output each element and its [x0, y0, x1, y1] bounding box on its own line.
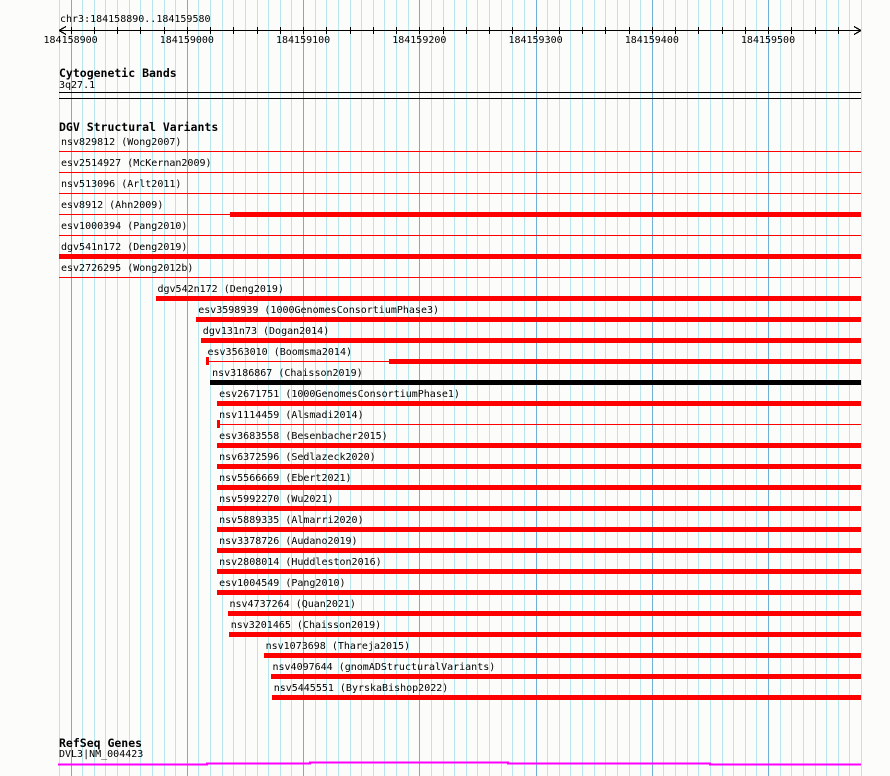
variant-label[interactable]: esv8912 (Ahn2009) [61, 200, 164, 211]
variant-label[interactable]: esv3563010 (Boomsma2014) [207, 347, 352, 358]
variant-label[interactable]: nsv6372596 (Sedlazeck2020) [219, 452, 376, 463]
variant-label[interactable]: dgv542n172 (Deng2019) [157, 284, 284, 295]
gene-line[interactable] [59, 763, 861, 766]
section-header-refseq-genes: RefSeq Genes [59, 736, 143, 750]
variant-label[interactable]: esv1000394 (Pang2010) [61, 221, 188, 232]
variant-label[interactable]: nsv829812 (Wong2007) [61, 137, 182, 148]
section-header-cytogenetic-bands: Cytogenetic Bands [59, 66, 177, 80]
variant-label[interactable]: esv2726295 (Wong2012b) [61, 263, 194, 274]
variant-label[interactable]: esv2671751 (1000GenomesConsortiumPhase1) [219, 389, 460, 400]
variant-label[interactable]: esv3598939 (1000GenomesConsortiumPhase3) [198, 305, 440, 316]
variant-label[interactable]: nsv513096 (Arlt2011) [61, 179, 182, 190]
ruler-tick-label: 184159400 [624, 35, 679, 46]
variant-label[interactable]: nsv1114459 (Alsmadi2014) [219, 410, 364, 421]
ruler-tick-label: 184158900 [43, 35, 98, 46]
variant-label[interactable]: nsv5445551 (ByrskaBishop2022) [273, 683, 449, 694]
ruler-tick-label: 184159200 [392, 35, 447, 46]
ruler-tick-label: 184159500 [740, 35, 796, 46]
variant-label[interactable]: nsv1073698 (Thareja2015) [265, 641, 411, 652]
ruler-tick-label: 184159300 [508, 35, 563, 46]
region-title: chr3:184158890..184159580 [60, 14, 211, 25]
variant-label[interactable]: nsv5889335 (Almarri2020) [219, 515, 364, 526]
variant-label[interactable]: dgv541n172 (Deng2019) [61, 242, 188, 253]
variant-label[interactable]: nsv4097644 (gnomADStructuralVariants) [272, 662, 496, 673]
variant-label[interactable]: dgv131n73 (Dogan2014) [202, 326, 330, 337]
variant-label[interactable]: nsv2808014 (Huddleston2016) [219, 557, 382, 568]
variant-label[interactable]: esv3683558 (Besenbacher2015) [219, 431, 388, 442]
variant-label[interactable]: nsv5566669 (Ebert2021) [219, 473, 352, 484]
ruler-tick-label: 184159000 [159, 35, 214, 46]
variant-label[interactable]: nsv5992270 (Wu2021) [219, 494, 334, 505]
variant-label[interactable]: nsv3378726 (Audano2019) [219, 536, 358, 547]
ruler-tick-label: 184159100 [275, 35, 331, 46]
section-header-dgv-structural-variants: DGV Structural Variants [59, 120, 219, 134]
variant-label[interactable]: esv2514927 (McKernan2009) [61, 158, 212, 169]
variant-label[interactable]: esv1004549 (Pang2010) [219, 578, 346, 589]
variant-label[interactable]: nsv3201465 (Chaisson2019) [230, 620, 382, 631]
variant-label[interactable]: nsv3186867 (Chaisson2019) [212, 368, 363, 379]
gene-label[interactable]: DVL3|NM_004423 [59, 749, 144, 760]
variant-label[interactable]: nsv4737264 (Quan2021) [229, 599, 356, 610]
cytoband-label: 3q27.1 [59, 80, 96, 91]
